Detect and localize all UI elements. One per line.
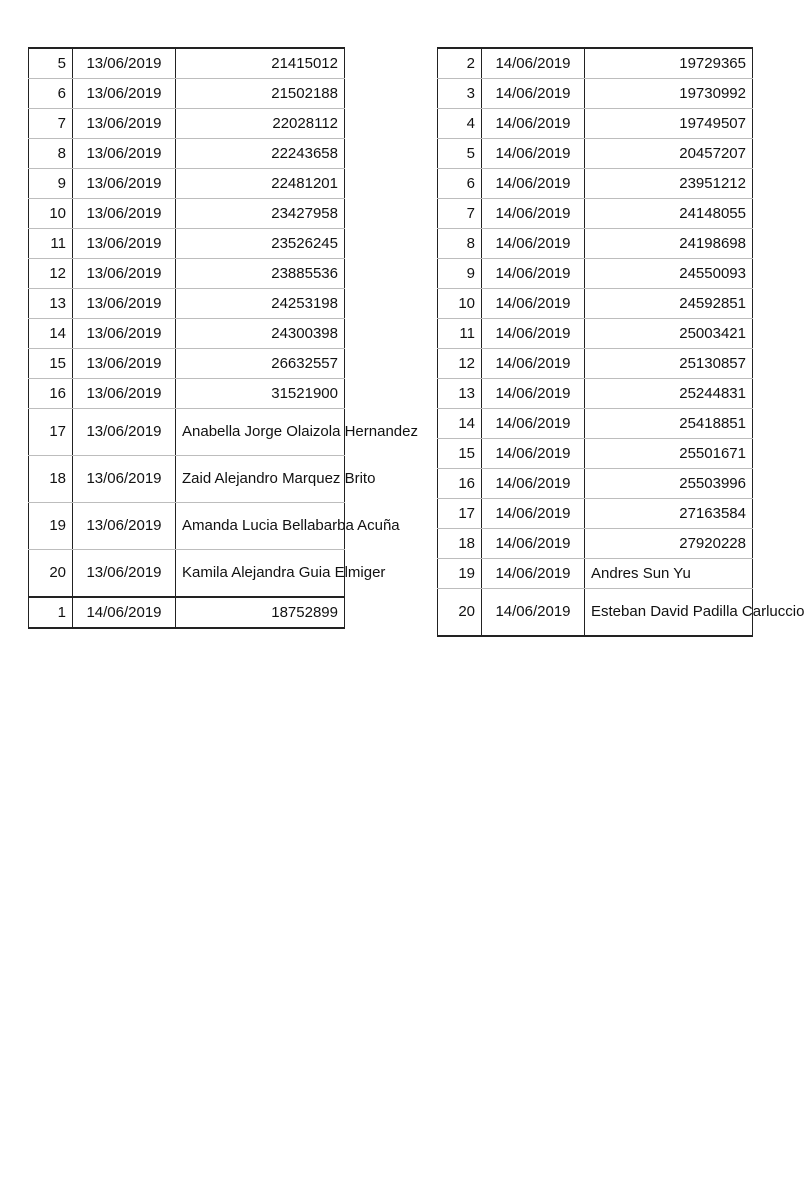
row-full-name: Anabella Jorge Olaizola Hernandez bbox=[176, 409, 345, 456]
table-row bbox=[29, 169, 345, 199]
table-row bbox=[29, 199, 345, 229]
row-date: 13/06/2019 bbox=[73, 139, 176, 169]
row-id-number: 23526245 bbox=[176, 229, 345, 259]
table-row bbox=[438, 439, 753, 469]
row-id-number: 24253198 bbox=[176, 289, 345, 319]
row-date: 13/06/2019 bbox=[73, 409, 176, 456]
row-date: 14/06/2019 bbox=[482, 349, 585, 379]
row-date: 13/06/2019 bbox=[73, 456, 176, 503]
table-row bbox=[438, 589, 753, 637]
row-date: 14/06/2019 bbox=[482, 319, 585, 349]
row-id-number: 22243658 bbox=[176, 139, 345, 169]
row-number: 12 bbox=[438, 349, 482, 379]
row-number: 10 bbox=[29, 199, 73, 229]
row-number: 9 bbox=[438, 259, 482, 289]
row-date: 13/06/2019 bbox=[73, 319, 176, 349]
row-number: 2 bbox=[438, 48, 482, 79]
table-row bbox=[29, 79, 345, 109]
row-id-number: 25503996 bbox=[585, 469, 753, 499]
table-row bbox=[438, 469, 753, 499]
table-row bbox=[438, 289, 753, 319]
row-date: 14/06/2019 bbox=[73, 597, 176, 628]
table-row bbox=[29, 139, 345, 169]
row-number: 8 bbox=[438, 229, 482, 259]
row-id-number: 24198698 bbox=[585, 229, 753, 259]
table-row bbox=[29, 597, 345, 628]
row-number: 10 bbox=[438, 289, 482, 319]
row-number: 11 bbox=[29, 229, 73, 259]
row-date: 13/06/2019 bbox=[73, 229, 176, 259]
row-number: 1 bbox=[29, 597, 73, 628]
row-id-number: 31521900 bbox=[176, 379, 345, 409]
row-id-number: 21502188 bbox=[176, 79, 345, 109]
left-table bbox=[28, 47, 418, 629]
row-number: 15 bbox=[29, 349, 73, 379]
row-number: 12 bbox=[29, 259, 73, 289]
row-id-number: 19749507 bbox=[585, 109, 753, 139]
row-date: 13/06/2019 bbox=[73, 169, 176, 199]
row-date: 14/06/2019 bbox=[482, 379, 585, 409]
row-number: 19 bbox=[29, 503, 73, 550]
table-row bbox=[29, 229, 345, 259]
table-row bbox=[438, 379, 753, 409]
table-row bbox=[29, 409, 345, 456]
row-date: 14/06/2019 bbox=[482, 229, 585, 259]
row-id-number: 23951212 bbox=[585, 169, 753, 199]
row-id-number: 19729365 bbox=[585, 48, 753, 79]
row-full-name: Esteban David Padilla Carluccio bbox=[585, 589, 753, 637]
row-id-number: 25244831 bbox=[585, 379, 753, 409]
row-number: 5 bbox=[29, 48, 73, 79]
row-date: 14/06/2019 bbox=[482, 409, 585, 439]
row-id-number: 25130857 bbox=[585, 349, 753, 379]
row-number: 6 bbox=[438, 169, 482, 199]
table-row bbox=[438, 499, 753, 529]
row-id-number: 21415012 bbox=[176, 48, 345, 79]
row-date: 14/06/2019 bbox=[482, 48, 585, 79]
table-row bbox=[29, 379, 345, 409]
table-row bbox=[438, 259, 753, 289]
row-id-number: 24550093 bbox=[585, 259, 753, 289]
table-row bbox=[29, 109, 345, 139]
row-number: 15 bbox=[438, 439, 482, 469]
row-number: 20 bbox=[438, 589, 482, 637]
row-date: 13/06/2019 bbox=[73, 79, 176, 109]
table-row bbox=[438, 559, 753, 589]
table-row bbox=[438, 529, 753, 559]
row-number: 5 bbox=[438, 139, 482, 169]
table-row bbox=[438, 199, 753, 229]
row-id-number: 18752899 bbox=[176, 597, 345, 628]
row-date: 14/06/2019 bbox=[482, 499, 585, 529]
row-id-number: 24592851 bbox=[585, 289, 753, 319]
row-id-number: 25501671 bbox=[585, 439, 753, 469]
table-row bbox=[29, 456, 345, 503]
table-row bbox=[29, 319, 345, 349]
row-full-name: Amanda Lucia Bellabarba Acuña bbox=[176, 503, 345, 550]
row-number: 13 bbox=[29, 289, 73, 319]
row-number: 13 bbox=[438, 379, 482, 409]
table-row bbox=[438, 229, 753, 259]
row-date: 13/06/2019 bbox=[73, 289, 176, 319]
row-id-number: 20457207 bbox=[585, 139, 753, 169]
row-number: 17 bbox=[29, 409, 73, 456]
row-date: 14/06/2019 bbox=[482, 289, 585, 319]
row-full-name: Andres Sun Yu bbox=[585, 559, 753, 589]
row-number: 17 bbox=[438, 499, 482, 529]
row-id-number: 23427958 bbox=[176, 199, 345, 229]
table-row bbox=[29, 503, 345, 550]
table-row bbox=[438, 169, 753, 199]
row-id-number: 27920228 bbox=[585, 529, 753, 559]
row-date: 14/06/2019 bbox=[482, 259, 585, 289]
table-row bbox=[438, 79, 753, 109]
row-date: 13/06/2019 bbox=[73, 48, 176, 79]
row-number: 7 bbox=[29, 109, 73, 139]
table-row bbox=[438, 109, 753, 139]
row-number: 9 bbox=[29, 169, 73, 199]
row-number: 7 bbox=[438, 199, 482, 229]
row-id-number: 22481201 bbox=[176, 169, 345, 199]
row-date: 13/06/2019 bbox=[73, 349, 176, 379]
row-date: 13/06/2019 bbox=[73, 550, 176, 598]
row-date: 14/06/2019 bbox=[482, 199, 585, 229]
row-number: 16 bbox=[29, 379, 73, 409]
row-number: 20 bbox=[29, 550, 73, 598]
table-row bbox=[29, 550, 345, 598]
row-id-number: 26632557 bbox=[176, 349, 345, 379]
row-date: 14/06/2019 bbox=[482, 529, 585, 559]
table-row bbox=[29, 48, 345, 79]
row-id-number: 23885536 bbox=[176, 259, 345, 289]
table-row bbox=[438, 48, 753, 79]
row-full-name: Kamila Alejandra Guia Elmiger bbox=[176, 550, 345, 598]
row-id-number: 22028112 bbox=[176, 109, 345, 139]
row-date: 14/06/2019 bbox=[482, 139, 585, 169]
row-date: 14/06/2019 bbox=[482, 439, 585, 469]
table-row bbox=[438, 409, 753, 439]
row-number: 3 bbox=[438, 79, 482, 109]
row-full-name: Zaid Alejandro Marquez Brito bbox=[176, 456, 345, 503]
row-date: 14/06/2019 bbox=[482, 589, 585, 637]
row-date: 14/06/2019 bbox=[482, 559, 585, 589]
table-row bbox=[438, 139, 753, 169]
row-number: 19 bbox=[438, 559, 482, 589]
row-id-number: 19730992 bbox=[585, 79, 753, 109]
row-number: 4 bbox=[438, 109, 482, 139]
table-row bbox=[438, 319, 753, 349]
row-id-number: 27163584 bbox=[585, 499, 753, 529]
row-id-number: 25003421 bbox=[585, 319, 753, 349]
row-number: 18 bbox=[438, 529, 482, 559]
row-number: 8 bbox=[29, 139, 73, 169]
row-date: 14/06/2019 bbox=[482, 169, 585, 199]
row-number: 18 bbox=[29, 456, 73, 503]
table-row bbox=[29, 289, 345, 319]
table-row bbox=[29, 349, 345, 379]
row-date: 13/06/2019 bbox=[73, 109, 176, 139]
row-number: 11 bbox=[438, 319, 482, 349]
table-row bbox=[29, 259, 345, 289]
row-date: 13/06/2019 bbox=[73, 503, 176, 550]
row-date: 13/06/2019 bbox=[73, 259, 176, 289]
row-number: 14 bbox=[438, 409, 482, 439]
row-date: 13/06/2019 bbox=[73, 199, 176, 229]
row-number: 14 bbox=[29, 319, 73, 349]
row-number: 6 bbox=[29, 79, 73, 109]
row-date: 14/06/2019 bbox=[482, 109, 585, 139]
right-table bbox=[437, 47, 804, 637]
row-id-number: 25418851 bbox=[585, 409, 753, 439]
row-number: 16 bbox=[438, 469, 482, 499]
row-date: 13/06/2019 bbox=[73, 379, 176, 409]
row-date: 14/06/2019 bbox=[482, 469, 585, 499]
row-date: 14/06/2019 bbox=[482, 79, 585, 109]
row-id-number: 24300398 bbox=[176, 319, 345, 349]
row-id-number: 24148055 bbox=[585, 199, 753, 229]
table-row bbox=[438, 349, 753, 379]
